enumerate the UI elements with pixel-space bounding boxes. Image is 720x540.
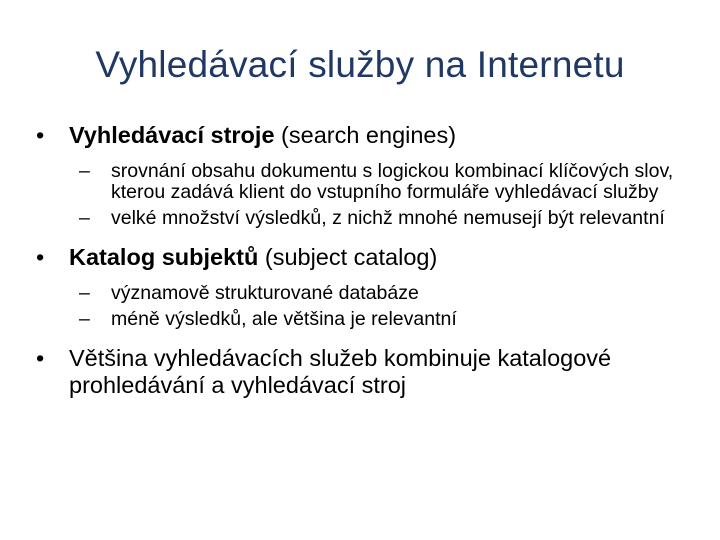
subbullet-text: významově strukturované databáze bbox=[111, 282, 419, 304]
bullet-bold-text: Vyhledávací stroje bbox=[69, 122, 275, 148]
subbullet-many-results bbox=[79, 208, 686, 229]
bullet-icon: • bbox=[36, 122, 45, 148]
bullet-search-engines bbox=[36, 122, 686, 149]
dash-icon: – bbox=[79, 160, 90, 182]
bullet-icon: • bbox=[36, 244, 45, 270]
dash-icon: – bbox=[79, 282, 90, 304]
subbullet-comparison bbox=[79, 161, 686, 203]
bullet-bold-text: Katalog subjektů bbox=[69, 244, 259, 270]
subbullet-structured-db bbox=[79, 283, 686, 304]
subbullet-fewer-results bbox=[79, 309, 686, 330]
dash-icon: – bbox=[79, 308, 90, 330]
bullet-text: (search engines) bbox=[274, 122, 457, 148]
subbullet-text: méně výsledků, ale většina je relevantní bbox=[111, 308, 457, 330]
bullet-text: (subject catalog) bbox=[258, 244, 438, 270]
dash-icon: – bbox=[79, 207, 90, 229]
slide-title: Vyhledávací služby na Internetu bbox=[95, 44, 625, 85]
bullet-icon: • bbox=[36, 345, 45, 371]
subbullet-text: srovnání obsahu dokumentu s logickou kombinací klíčových slov, kterou zadává klient do vstupního formuláře vyhledávací služby bbox=[111, 160, 674, 203]
bullet-combination bbox=[36, 345, 686, 399]
bullet-subject-catalog bbox=[36, 244, 686, 271]
subbullet-text: velké množství výsledků, z nichž mnohé nemusejí být relevantní bbox=[111, 207, 665, 229]
bullet-text: Většina vyhledávacích služeb kombinuje katalogové prohledávání a vyhledávací stroj bbox=[69, 345, 612, 398]
slide-content bbox=[36, 122, 686, 399]
